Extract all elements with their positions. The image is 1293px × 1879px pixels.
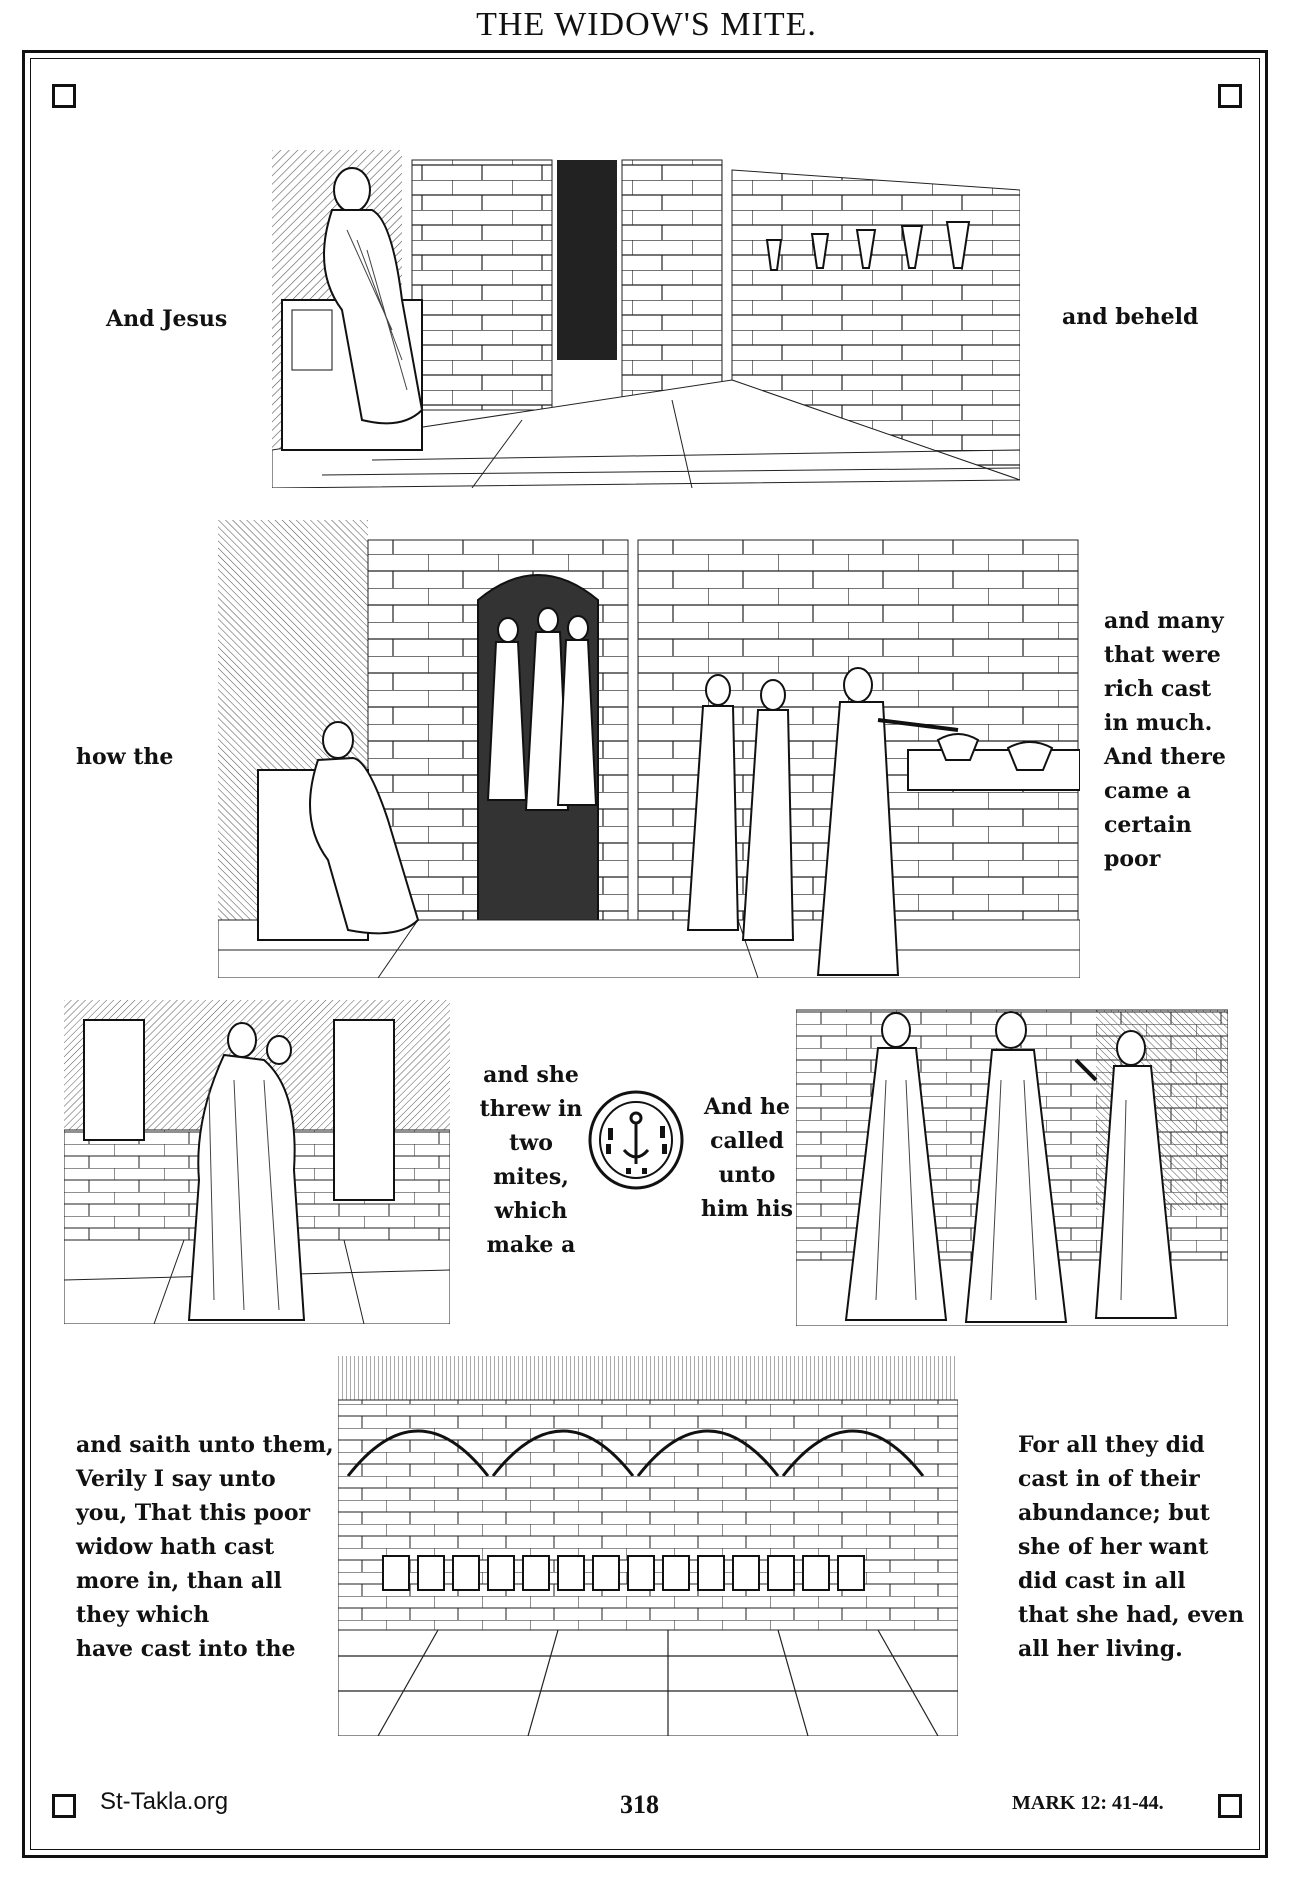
caption-and-beheld: and beheld [1062, 304, 1199, 330]
page-number: 318 [620, 1790, 659, 1819]
caption-for-all: For all they did cast in of their abundance; but she of her want did cast in all that she had, even all her living. [1018, 1432, 1244, 1662]
scripture-reference: MARK 12: 41-44. [1012, 1792, 1164, 1814]
illustration-poor-widow [64, 1000, 450, 1324]
corner-ornament-top-left [52, 84, 76, 108]
page-title: THE WIDOW'S MITE. [476, 6, 817, 43]
caption-and-she-threw: and she threw in two mites, which make a [479, 1062, 583, 1258]
caption-and-many: and many that were rich cast in much. And there came a certain poor [1104, 608, 1226, 872]
corner-ornament-bottom-right [1218, 1794, 1242, 1818]
corner-ornament-bottom-left [52, 1794, 76, 1818]
illustration-jesus-calls-disciples [796, 1000, 1228, 1326]
illustration-jesus-seated [272, 150, 1020, 488]
caption-and-jesus: And Jesus [106, 306, 228, 332]
corner-ornament-top-right [1218, 84, 1242, 108]
illustration-rich-casting-offerings [218, 520, 1080, 978]
coin-image [586, 1088, 686, 1192]
caption-and-he-called: And he called unto him his [700, 1094, 794, 1222]
illustration-treasury-wall [338, 1356, 958, 1736]
caption-how-the: how the [76, 744, 174, 770]
caption-and-saith: and saith unto them, Verily I say unto you, That this poor widow hath cast more in, than all they which have cast into the [76, 1432, 334, 1662]
site-watermark: St-Takla.org [100, 1788, 229, 1815]
